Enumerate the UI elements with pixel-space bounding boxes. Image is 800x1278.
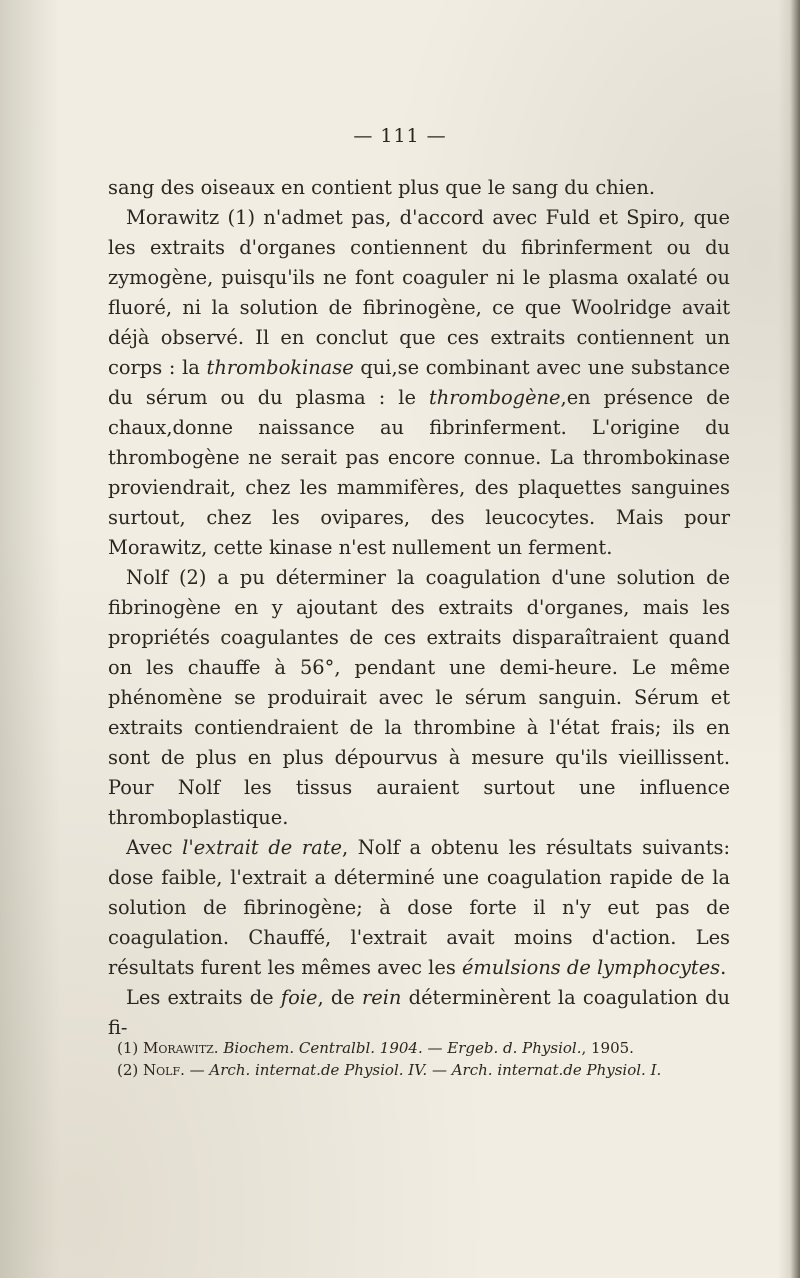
footnote-1-ref-b: Ergeb. d. Physiol. (447, 1039, 582, 1057)
footnote-2-author: Nolf. (143, 1061, 185, 1079)
footnote-2-marker: (2) (117, 1061, 144, 1079)
paragraph-2-text-c: ,en présence de chaux,donne naissance au fibrinferment. L'origine du thrombogène ne serait pas encore connue. La thrombokinase proviendrait, chez les mammifères, des plaquettes sanguines surtout, chez les ovipares, des leucocytes. Mais pour Morawitz, cette kinase n'est nullement un ferment. (108, 386, 730, 559)
paragraph-5-mid: , de (317, 986, 362, 1009)
paragraph-3 (108, 563, 730, 833)
term-emulsions-lymphocytes: émulsions de lymphocytes (461, 956, 721, 979)
paragraph-5 (108, 983, 730, 1043)
paragraph-5-tail: déterminèrent la coagulation du fi- (108, 986, 730, 1039)
paragraph-5-lead: Les extraits de (126, 986, 281, 1009)
paragraph-1-text: sang des oiseaux en contient plus que le sang du chien. (108, 176, 656, 199)
footnote-2-ref-b: Arch. internat.de Physiol. I. (451, 1061, 662, 1079)
page-number: — 111 — (353, 125, 447, 147)
paragraph-3-text: Nolf (2) a pu déterminer la coagulation d'une solution de fibrinogène en y ajoutant des extraits d'organes, mais les propriétés coagulantes de ces extraits disparaîtraient quand on les chauffe à 56°, pendant une demi-heure. Le même phénomène se produirait avec le sérum sanguin. Sérum et extraits contiendraient de la thrombine à l'état frais; ils en sont de plus en plus dépourvus à mesure qu'ils vieillissent. Pour Nolf les tissus auraient surtout une influence thromboplastique. (108, 566, 730, 829)
term-thrombogene: thrombogène (428, 386, 561, 409)
paragraph-2-text-a: Morawitz (1) n'admet pas, d'accord avec Fuld et Spiro, que les extraits d'organes contiennent du fibrinferment ou du zymogène, puisqu'ils ne font coaguler ni le plasma oxalaté ou fluoré, ni la solution de fibrinogène, ce que Woolridge avait déjà observé. Il en conclut que ces extraits contiennent un corps : la (108, 206, 730, 379)
term-foie: foie (280, 986, 318, 1009)
body-text (108, 173, 730, 1043)
paragraph-1 (108, 173, 730, 203)
term-rein: rein (361, 986, 402, 1009)
footnote-1 (117, 1037, 757, 1059)
footnote-1-ref-c: , 1905. (581, 1039, 634, 1057)
paragraph-4 (108, 833, 730, 983)
page-shadow-left (0, 0, 60, 1278)
paragraph-2 (108, 203, 730, 563)
footnotes (117, 1037, 757, 1081)
paragraph-4-text-a: , Nolf a obtenu les résultats suivants: dose faible, l'extrait a déterminé une coagulation rapide de la solution de fibrinogène; à dose forte il n'y eut pas de coagulation. Chauffé, l'extrait avait moins d'action. Les résultats furent les mêmes avec les (108, 836, 730, 979)
footnote-2 (117, 1059, 757, 1081)
paragraph-4-text-b: . (720, 956, 727, 979)
term-thrombokinase: thrombokinase (206, 356, 354, 379)
footnote-1-ref-a: Biochem. Centralbl. 1904. — (218, 1039, 448, 1057)
footnote-1-author: Morawitz. (143, 1039, 219, 1057)
page-edge-right (778, 0, 800, 1278)
footnote-1-marker: (1) (117, 1039, 144, 1057)
paragraph-4-lead: Avec (126, 836, 183, 859)
term-extrait-de-rate: l'extrait de rate (182, 836, 342, 859)
footnote-2-ref-a: — Arch. internat.de Physiol. IV. — (184, 1061, 452, 1079)
paragraph-2-text-b: qui,se combinant avec une substance du sérum ou du plasma : le (108, 356, 730, 409)
